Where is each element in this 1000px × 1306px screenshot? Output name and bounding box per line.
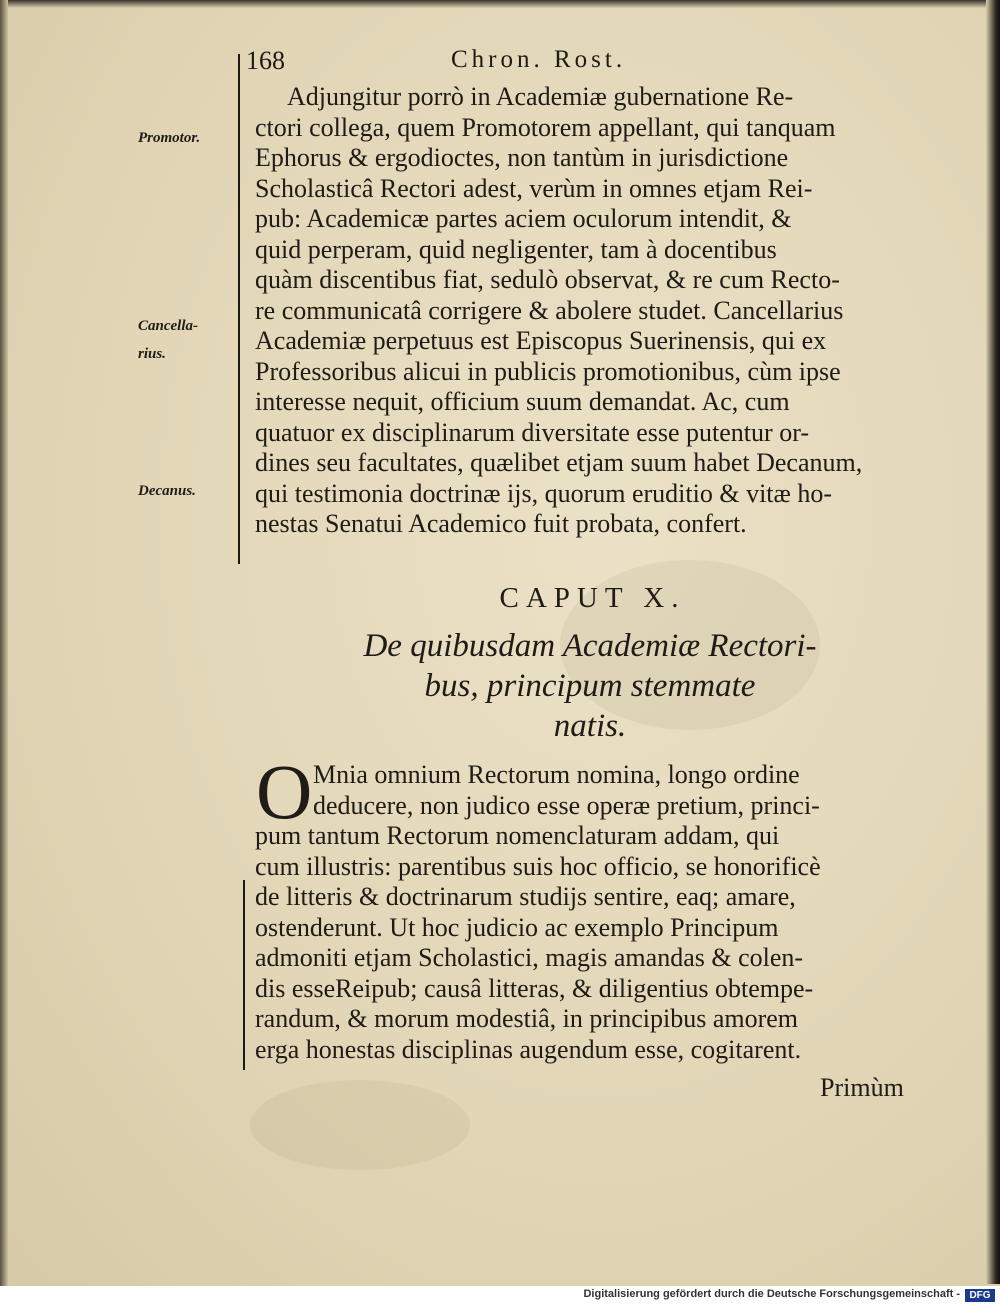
text-line: Ephorus & ergodioctes, non tantùm in jurisdictione (255, 143, 789, 172)
text-line: randum, & morum modestiâ, in principibus amorem (255, 1004, 799, 1033)
text-line: Adjungitur porrò in Academiæ gubernatione Re- (287, 82, 794, 111)
drop-cap: O (256, 748, 313, 835)
page-top-edge (0, 0, 1000, 8)
margin-note-cancellarius: Cancella- rius. (138, 318, 198, 362)
running-title: Chron. Rost. (451, 46, 627, 73)
text-line: admoniti etjam Scholastici, magis amandas & colen- (255, 943, 804, 972)
text-line: Academiæ perpetuus est Episcopus Suerinensis, qui ex (255, 326, 827, 355)
text-line: erga honestas disciplinas augendum esse, cogitarent. (255, 1034, 802, 1064)
text-line: cum illustris: parentibus suis hoc officio, se honorificè (255, 851, 821, 881)
text-line: quatuor ex disciplinarum diversitate esse putentur or- (255, 417, 809, 447)
text-line: quàm discentibus fiat, sedulò observat, & re cum Recto- (255, 265, 840, 294)
text-line: de litteris & doctrinarum studijs sentire, eaq; amare, (255, 882, 796, 911)
margin-note-promotor: Promotor. (138, 130, 201, 146)
text-line: ostenderunt. Ut hoc judicio ac exemplo Principum (255, 912, 779, 942)
page-header (246, 46, 946, 86)
page-right-edge (986, 0, 1000, 1284)
digitization-footer (0, 1286, 1000, 1306)
chapter-heading: CAPUT X. (499, 582, 686, 614)
text-line: ctori collega, quem Promotorem appellant, qui tanquam (255, 112, 836, 142)
text-line: quid perperam, quid negligenter, tam à docentibus (255, 234, 777, 264)
spine-shadow (0, 0, 8, 1306)
text-line: pub: Academicæ partes aciem oculorum intendit, & (255, 204, 792, 233)
text-line: dis esseReipub; causâ litteras, & diligentius obtempe- (255, 973, 814, 1003)
text-line: nestas Senatui Academico fuit probata, confert. (255, 509, 747, 538)
margin-rule-upper (238, 54, 240, 564)
text-line: qui testimonia doctrinæ ijs, quorum eruditio & vitæ ho- (255, 478, 833, 508)
paragraph-2 (255, 748, 925, 1065)
text-line: Professoribus alicui in publicis promotionibus, cùm ipse (255, 356, 841, 386)
text-line: Mnia omnium Rectorum nomina, longo ordine (313, 760, 800, 789)
footer-credit: Digitalisierung gefördert durch die Deutsche Forschungsgemeinschaft - (583, 1288, 960, 1300)
chapter-title-line: De quibusdam Academiæ Rectori- (363, 628, 817, 664)
chapter-title-line: bus, principum stemmate (424, 668, 756, 704)
text-line: deducere, non judico esse operæ pretium, princi- (313, 790, 820, 820)
catchword: Primùm (820, 1073, 904, 1102)
margin-rule-lower (243, 880, 245, 1070)
text-line: Scholasticâ Rectori adest, verùm in omnes etjam Rei- (255, 173, 813, 203)
paragraph-1 (255, 82, 930, 540)
page-number: 168 (246, 46, 285, 75)
text-line: pum tantum Rectorum nomenclaturam addam, qui (255, 821, 780, 850)
text-line: dines seu facultates, quælibet etjam suum habet Decanum, (255, 448, 863, 477)
paper-stain (250, 1080, 470, 1170)
chapter-title-line: natis. (553, 708, 627, 744)
dfg-logo-icon: DFG (965, 1289, 995, 1302)
text-line: interesse nequit, officium suum demandat. Ac, cum (255, 387, 790, 416)
text-line: re communicatâ corrigere & abolere studet. Cancellarius (255, 295, 844, 325)
chapter-title (280, 626, 900, 746)
margin-note-decanus: Decanus. (138, 483, 196, 499)
